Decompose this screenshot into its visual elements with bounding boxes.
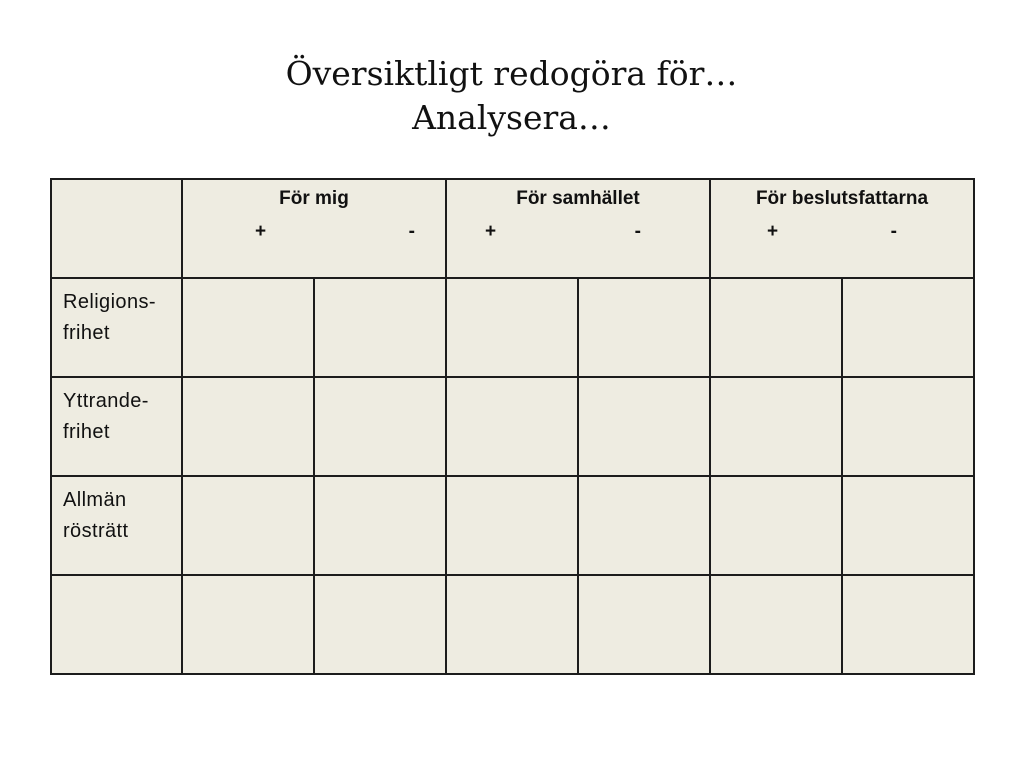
analysis-table [50,178,975,675]
table-row [51,377,974,476]
table-cell [314,377,446,476]
table-cell [710,278,842,377]
header-cell-for-samhallet [446,179,710,278]
table-row [51,278,974,377]
table-row [51,476,974,575]
header-cell-for-beslutsfattarna [710,179,974,278]
minus-sign: - [634,221,641,242]
table-cell [446,476,578,575]
table-cell [842,575,974,674]
table-cell [182,476,314,575]
table-cell [182,278,314,377]
table-cell [842,278,974,377]
row-label-cell [51,476,182,575]
table-cell [842,476,974,575]
table-row [51,575,974,674]
row-label-cell [51,377,182,476]
table-cell [578,575,710,674]
table-cell [446,377,578,476]
row-label-line: rösträtt [63,520,129,542]
header-cell-for-mig [182,179,446,278]
row-label-line: frihet [63,322,110,344]
table-cell [446,575,578,674]
table-cell [710,476,842,575]
row-label-line: Religions- [63,291,156,313]
plus-sign: + [255,221,267,242]
table-cell [842,377,974,476]
row-label-line: Yttrande- [63,390,149,412]
table-cell [446,278,578,377]
table-cell [578,278,710,377]
minus-sign: - [890,221,897,242]
table-cell [710,377,842,476]
group-title: För beslutsfattarna [755,188,929,209]
row-label-cell [51,278,182,377]
row-label-line: frihet [63,421,110,443]
group-title: För samhället [516,188,640,209]
title-line-1: Översiktligt redogöra för… [285,54,738,93]
plus-sign: + [485,221,497,242]
header-corner-cell [51,179,182,278]
table-cell [314,476,446,575]
row-label-cell [51,575,182,674]
slide-title [0,52,1023,140]
table-cell [314,278,446,377]
table-cell [314,575,446,674]
group-title: För mig [279,188,349,209]
table-cell [578,476,710,575]
title-line-2: Analysera… [412,98,611,137]
plus-sign: + [767,221,779,242]
table-cell [578,377,710,476]
row-label-line: Allmän [63,489,127,511]
minus-sign: - [408,221,415,242]
table-cell [182,575,314,674]
table-cell [710,575,842,674]
table-cell [182,377,314,476]
table-header-row [51,179,974,278]
